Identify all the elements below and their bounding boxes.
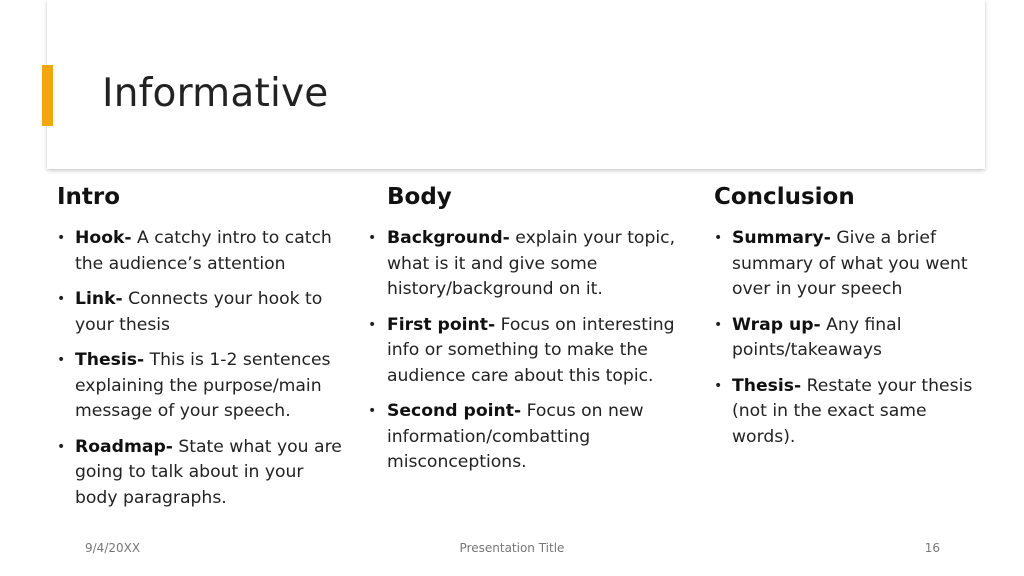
item-term: Wrap up- <box>732 314 821 335</box>
item-text: State what you are going to talk about in your body paragraphs. <box>75 436 342 508</box>
body-heading: Body <box>387 184 452 210</box>
bullet-icon: • <box>57 230 66 246</box>
item-text: Restate your thesis (not in the exact same words). <box>732 375 973 447</box>
conclusion-column <box>714 182 984 460</box>
bullet-icon: • <box>368 403 377 419</box>
item-text: Connects your hook to your thesis <box>75 289 323 335</box>
footer-page-number: 16 <box>924 541 940 555</box>
item-term: Thesis- <box>732 375 802 396</box>
item-term: First point- <box>387 314 496 335</box>
list-item <box>57 287 342 338</box>
intro-column <box>57 182 342 521</box>
item-text: Any final points/takeaways <box>732 314 902 360</box>
item-term: Thesis- <box>75 350 145 370</box>
item-text: A catchy intro to catch the audience’s attention <box>75 228 332 274</box>
list-item <box>57 435 342 512</box>
bullet-icon: • <box>714 377 723 394</box>
bullet-icon: • <box>368 316 377 333</box>
item-term: Second point- <box>387 401 522 421</box>
list-item <box>368 226 687 303</box>
bullet-icon: • <box>57 438 66 455</box>
list-item <box>714 313 984 364</box>
conclusion-heading: Conclusion <box>714 184 855 210</box>
list-item <box>714 226 984 303</box>
body-column <box>368 182 687 486</box>
slide-title: Informative <box>102 71 329 116</box>
item-term: Roadmap- <box>75 436 173 457</box>
bullet-icon: • <box>714 230 723 246</box>
title-accent-bar <box>42 65 53 126</box>
bullet-icon: • <box>368 230 377 246</box>
intro-heading: Intro <box>57 184 121 210</box>
item-term: Background- <box>387 228 510 248</box>
footer-presentation-title: Presentation Title <box>459 541 565 555</box>
item-term: Summary- <box>732 228 831 248</box>
item-text: Give a brief summary of what you went over in your speech <box>732 228 968 299</box>
bullet-icon: • <box>714 316 723 333</box>
bullet-icon: • <box>57 291 66 307</box>
item-text: explain your topic, what is it and give some history/background on it. <box>387 228 676 299</box>
list-item <box>368 313 687 390</box>
item-text: Focus on interesting info or something to make the audience care about this topic. <box>387 314 675 386</box>
body-list <box>368 226 687 476</box>
conclusion-list <box>714 226 984 450</box>
footer-date: 9/4/20XX <box>85 541 141 555</box>
intro-list <box>57 226 342 511</box>
item-term: Link- <box>75 289 123 309</box>
bullet-icon: • <box>57 352 66 368</box>
item-term: Hook- <box>75 228 132 248</box>
list-item <box>368 399 687 476</box>
list-item <box>57 226 342 277</box>
list-item <box>57 348 342 425</box>
item-text: This is 1-2 sentences explaining the purpose/main message of your speech. <box>75 350 331 421</box>
list-item <box>714 374 984 451</box>
item-text: Focus on new information/combatting misconceptions. <box>387 401 644 472</box>
